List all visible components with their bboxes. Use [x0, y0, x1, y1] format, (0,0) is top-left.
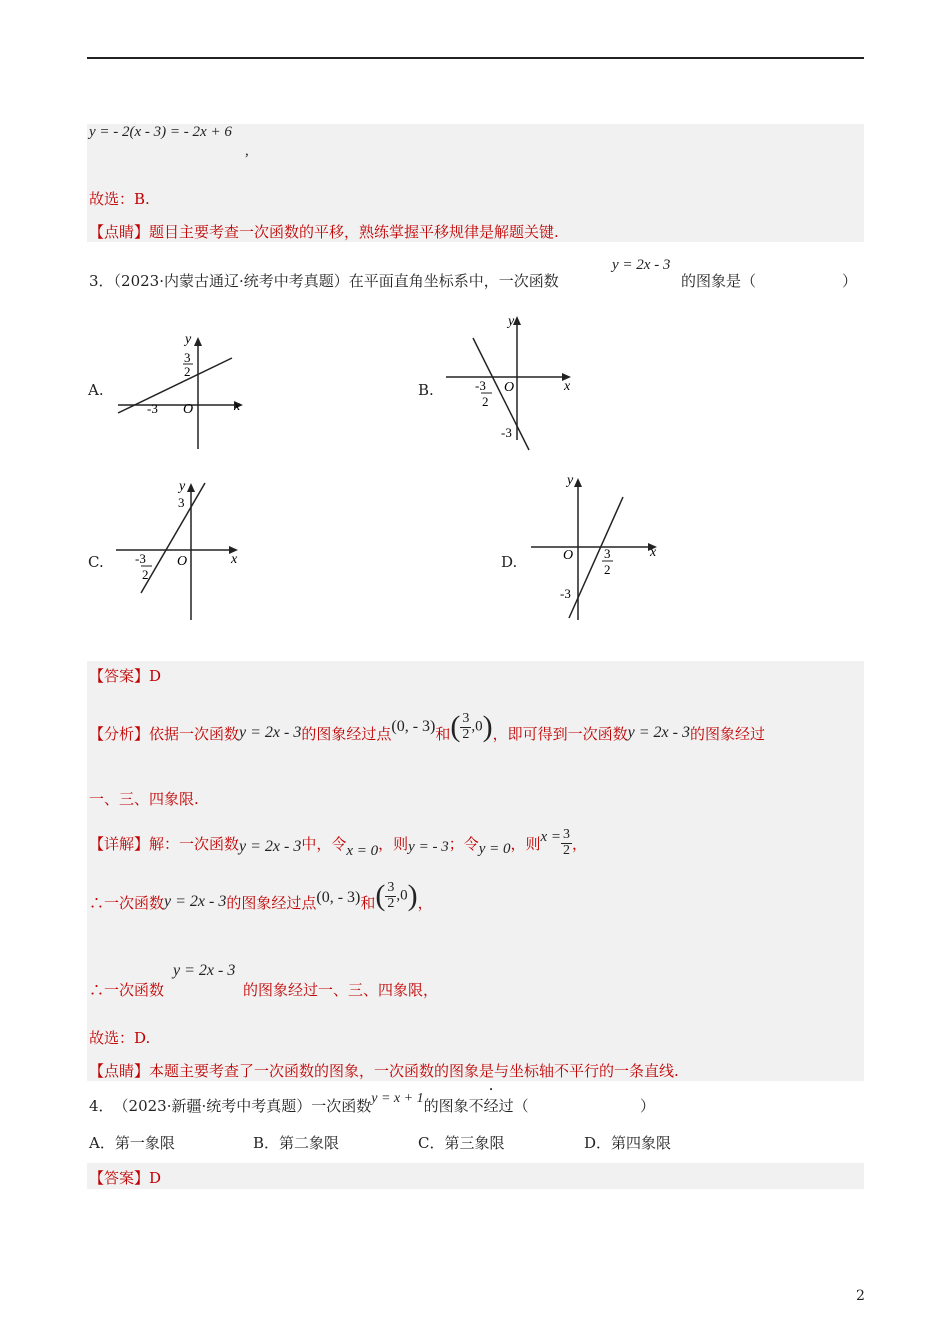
q4-option-a[interactable]: A．第一象限 — [89, 1134, 175, 1152]
origin-label: O — [177, 554, 188, 569]
q3-detail: 【详解】 解：一次函数 y = 2x - 3 中，令 x = 0 ，则 y = - 3 ；令 y = 0 ，则 x = $\frac{3}{2}$ ， — [89, 826, 588, 859]
option-b-graph[interactable] — [440, 310, 590, 455]
q3-choose: 故选：D. — [89, 1029, 151, 1047]
function-line — [141, 483, 205, 593]
page-number: 2 — [856, 1288, 865, 1304]
origin-label: O — [563, 548, 574, 563]
q3-therefore-1: ∴一次函数 y = 2x - 3 的图象经过点 (0, - 3) 和 ( $\frac{3}{2}$ ,0) ， — [89, 879, 433, 912]
prev-choose: 故选：B. — [89, 190, 150, 208]
x-intercept-num: -3 — [135, 551, 146, 566]
origin-label: O — [504, 380, 515, 395]
option-c-label[interactable]: C. — [88, 553, 104, 571]
q4-stem-close: ） — [640, 1097, 656, 1115]
x-axis-label: x — [650, 545, 657, 560]
x-axis-label: x — [231, 552, 238, 567]
q3-function: y = 2x - 3 — [612, 257, 671, 273]
function-line — [569, 497, 623, 618]
y-intercept-den: 2 — [184, 364, 191, 379]
x-intercept-label: -3 — [147, 401, 158, 416]
option-b-label[interactable]: B. — [418, 381, 434, 399]
prev-comment: 【点睛】题目主要考查一次函数的平移，熟练掌握平移规律是解题关键. — [89, 223, 559, 241]
y-intercept-num: 3 — [184, 350, 191, 365]
option-d-label[interactable]: D. — [501, 553, 518, 571]
q3-stem-suffix: 的图象是（ — [681, 272, 757, 290]
x-axis-label: x — [234, 399, 241, 414]
x-intercept-num: -3 — [475, 378, 486, 393]
y-intercept-label: -3 — [560, 586, 571, 601]
option-d-graph[interactable] — [525, 470, 675, 625]
option-c-graph[interactable] — [110, 475, 260, 625]
x-intercept-den: 2 — [482, 394, 489, 409]
y-axis-label: y — [567, 473, 574, 488]
equation-translation: y = - 2(x - 3) = - 2x + 6 — [89, 124, 232, 140]
x-intercept-den: 2 — [604, 562, 611, 577]
x-intercept-num: 3 — [604, 546, 611, 561]
y-axis-label: y — [179, 479, 186, 494]
y-axis-label: y — [508, 314, 515, 329]
q3-answer: 【答案】D — [89, 667, 162, 685]
y-intercept-label: -3 — [501, 425, 512, 440]
q4-option-c[interactable]: C．第三象限 — [418, 1134, 505, 1152]
q4-stem: 4． （2023·新疆·统考中考真题）一次函数 y = x + 1 的图象 不经过 （ — [89, 1091, 529, 1115]
q4-option-d[interactable]: D．第四象限 — [584, 1134, 672, 1152]
q3-stem: 3．（2023·内蒙古通辽·统考中考真题）在平面直角坐标系中，一次函数 — [89, 272, 559, 290]
x-axis-label: x — [564, 379, 571, 394]
q3-therefore-2-function: y = 2x - 3 — [173, 962, 236, 979]
q3-analysis-cont: 一、三、四象限. — [89, 790, 199, 808]
y-axis-arrow — [574, 478, 582, 487]
y-axis-arrow — [194, 337, 202, 346]
q4-option-b[interactable]: B．第二象限 — [253, 1134, 340, 1152]
q4-answer: 【答案】D — [89, 1169, 162, 1187]
option-a-graph[interactable] — [110, 325, 260, 455]
solution-block-q4 — [87, 1163, 864, 1189]
x-intercept-den: 2 — [142, 567, 149, 582]
q3-stem-close: ） — [842, 272, 858, 290]
equation-comma: , — [245, 143, 249, 159]
header-rule — [87, 57, 864, 59]
q3-analysis: 【分析】 依据一次函数 y = 2x - 3 的图象经过点 (0, - 3) 和 ( $\frac{3}{2}$ ,0) ，即可得到一次函数 y = 2x - 3 的图象经过 — [89, 710, 765, 743]
y-intercept-label: 3 — [178, 495, 185, 510]
q4-emphasis: 不经过 — [468, 1097, 514, 1115]
y-axis-arrow — [187, 483, 195, 492]
option-a-label[interactable]: A. — [88, 381, 104, 399]
q3-therefore-2b: 的图象经过一、三、四象限， — [243, 981, 439, 999]
y-axis-label: y — [185, 332, 192, 347]
q3-therefore-2a: ∴一次函数 — [89, 981, 165, 999]
origin-label: O — [183, 402, 194, 417]
q3-comment: 【点睛】本题主要考查了一次函数的图象，一次函数的图象是与坐标轴不平行的一条直线. — [89, 1062, 679, 1080]
